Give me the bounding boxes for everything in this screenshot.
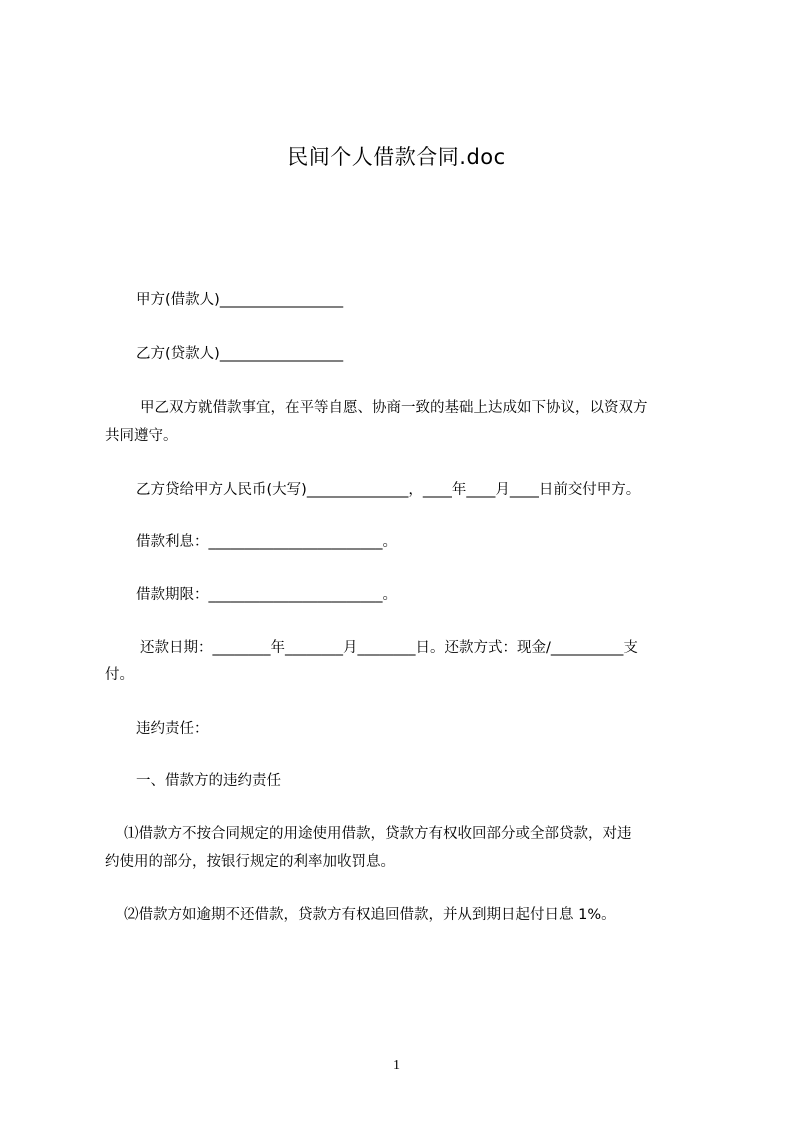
party-b-line: 乙方(贷款人)_________________ xyxy=(136,346,344,362)
interest-line: 借款利息：________________________。 xyxy=(136,534,397,550)
page-number: 1 xyxy=(393,1058,400,1073)
intro-line-1: 甲乙双方就借款事宜，在平等自愿、协商一致的基础上达成如下协议，以资双方 xyxy=(140,400,648,416)
document-title: 民间个人借款合同.doc xyxy=(287,145,506,169)
clause-1-line-1: ⑴借款方不按合同规定的用途使用借款，贷款方有权收回部分或全部贷款，对违 xyxy=(124,826,632,842)
term-line: 借款期限：________________________。 xyxy=(136,587,397,603)
repayment-line-1: 还款日期：________年________月________日。还款方式：现金/__________支 xyxy=(140,640,638,656)
section-one-heading: 一、借款方的违约责任 xyxy=(136,773,281,789)
intro-line-2: 共同遵守。 xyxy=(105,428,178,444)
clause-1-line-2: 约使用的部分，按银行规定的利率加收罚息。 xyxy=(105,854,395,870)
clause-2-line: ⑵借款方如逾期不还借款，贷款方有权追回借款，并从到期日起付日息 1%。 xyxy=(124,907,616,923)
loan-amount-line: 乙方贷给甲方人民币(大写)______________，____年____月____日前交付甲方。 xyxy=(136,482,641,498)
liability-heading: 违约责任： xyxy=(136,721,209,737)
repayment-line-2: 付。 xyxy=(105,667,134,683)
party-a-line: 甲方(借款人)_________________ xyxy=(136,292,344,308)
